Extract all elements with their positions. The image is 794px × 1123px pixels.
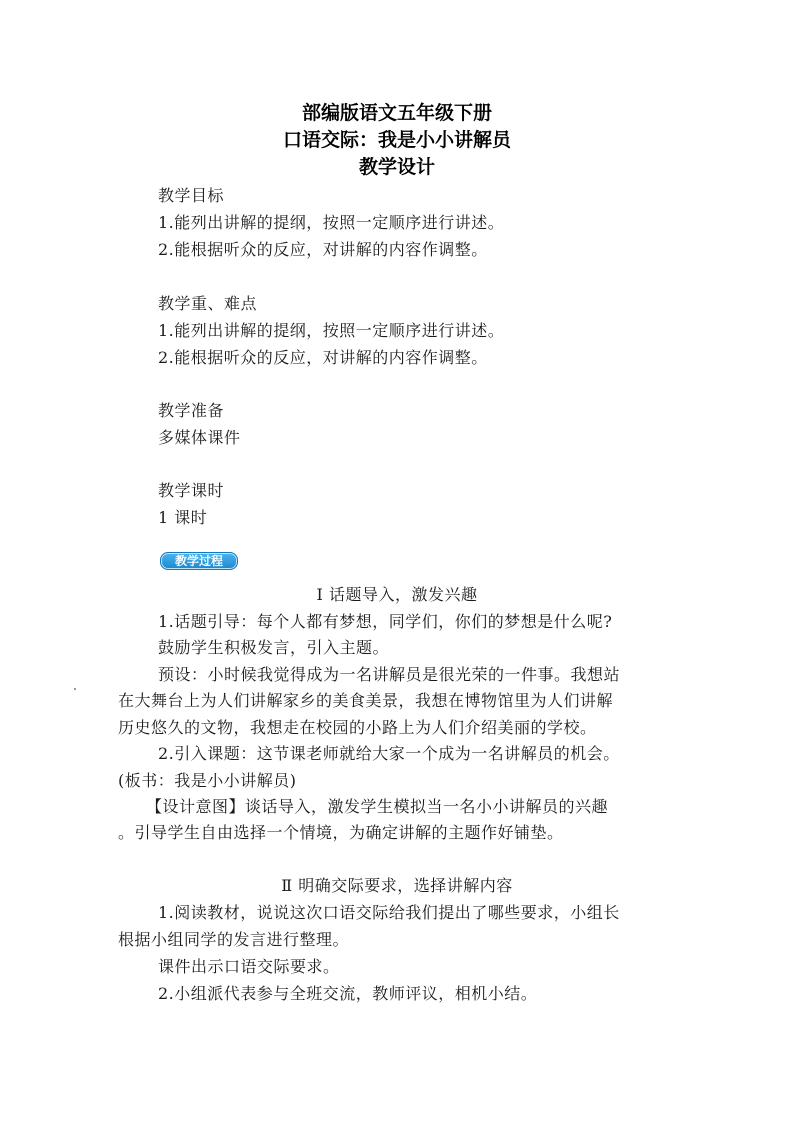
stray-dot bbox=[74, 688, 76, 690]
preparation-heading: 教学准备 bbox=[158, 401, 225, 420]
document-title-line-2: 口语交际：我是小小讲解员 bbox=[282, 129, 511, 151]
section-1-line-9: 。引导学生自由选择一个情境，为确定讲解的主题作好铺垫。 bbox=[118, 823, 564, 842]
section-1-line-2: 鼓励学生积极发言，引入主题。 bbox=[158, 638, 390, 657]
goals-item-1: 1.能列出讲解的提纲，按照一定顺序进行讲述。 bbox=[158, 213, 505, 232]
key-points-heading: 教学重、难点 bbox=[158, 294, 258, 313]
section-1-line-5: 历史悠久的文物，我想走在校园的小路上为人们介绍美丽的学校。 bbox=[118, 718, 597, 737]
key-points-item-2: 2.能根据听众的反应，对讲解的内容作调整。 bbox=[158, 348, 488, 367]
preparation-content: 多媒体课件 bbox=[158, 428, 241, 447]
section-1-line-8: 【设计意图】谈话导入，激发学生模拟当一名小小讲解员的兴趣 bbox=[146, 797, 609, 816]
section-2-line-4: 2.小组派代表参与全班交流，教师评议，相机小结。 bbox=[158, 984, 538, 1003]
section-1-line-7: (板书：我是小小讲解员) bbox=[118, 771, 297, 790]
section-1-heading: Ⅰ 话题导入，激发兴趣 bbox=[316, 585, 478, 604]
section-2-line-3: 课件出示口语交际要求。 bbox=[158, 957, 340, 976]
section-2-line-2: 根据小组同学的发言进行整理。 bbox=[118, 930, 350, 949]
section-1-line-4: 在大舞台上为人们讲解家乡的美食美景，我想在博物馆里为人们讲解 bbox=[118, 691, 614, 710]
section-2-line-1: 1.阅读教材，说说这次口语交际给我们提出了哪些要求，小组长 bbox=[158, 903, 620, 922]
goals-heading: 教学目标 bbox=[158, 186, 225, 205]
hours-heading: 教学课时 bbox=[158, 481, 225, 500]
section-1-line-1: 1.话题引导：每个人都有梦想，同学们，你们的梦想是什么呢? bbox=[158, 612, 613, 631]
key-points-item-1: 1.能列出讲解的提纲，按照一定顺序进行讲述。 bbox=[158, 321, 505, 340]
section-2-heading: Ⅱ 明确交际要求，选择讲解内容 bbox=[281, 876, 513, 895]
document-title-line-1: 部编版语文五年级下册 bbox=[301, 102, 492, 124]
goals-item-2: 2.能根据听众的反应，对讲解的内容作调整。 bbox=[158, 240, 488, 259]
hours-content: 1 课时 bbox=[158, 508, 208, 527]
section-1-line-6: 2.引入课题：这节课老师就给大家一个成为一名讲解员的机会。 bbox=[158, 744, 620, 763]
section-1-line-3: 预设：小时候我觉得成为一名讲解员是很光荣的一件事。我想站 bbox=[158, 665, 621, 684]
process-badge: 教学过程 bbox=[160, 552, 238, 570]
document-title-line-3: 教学设计 bbox=[358, 156, 435, 178]
